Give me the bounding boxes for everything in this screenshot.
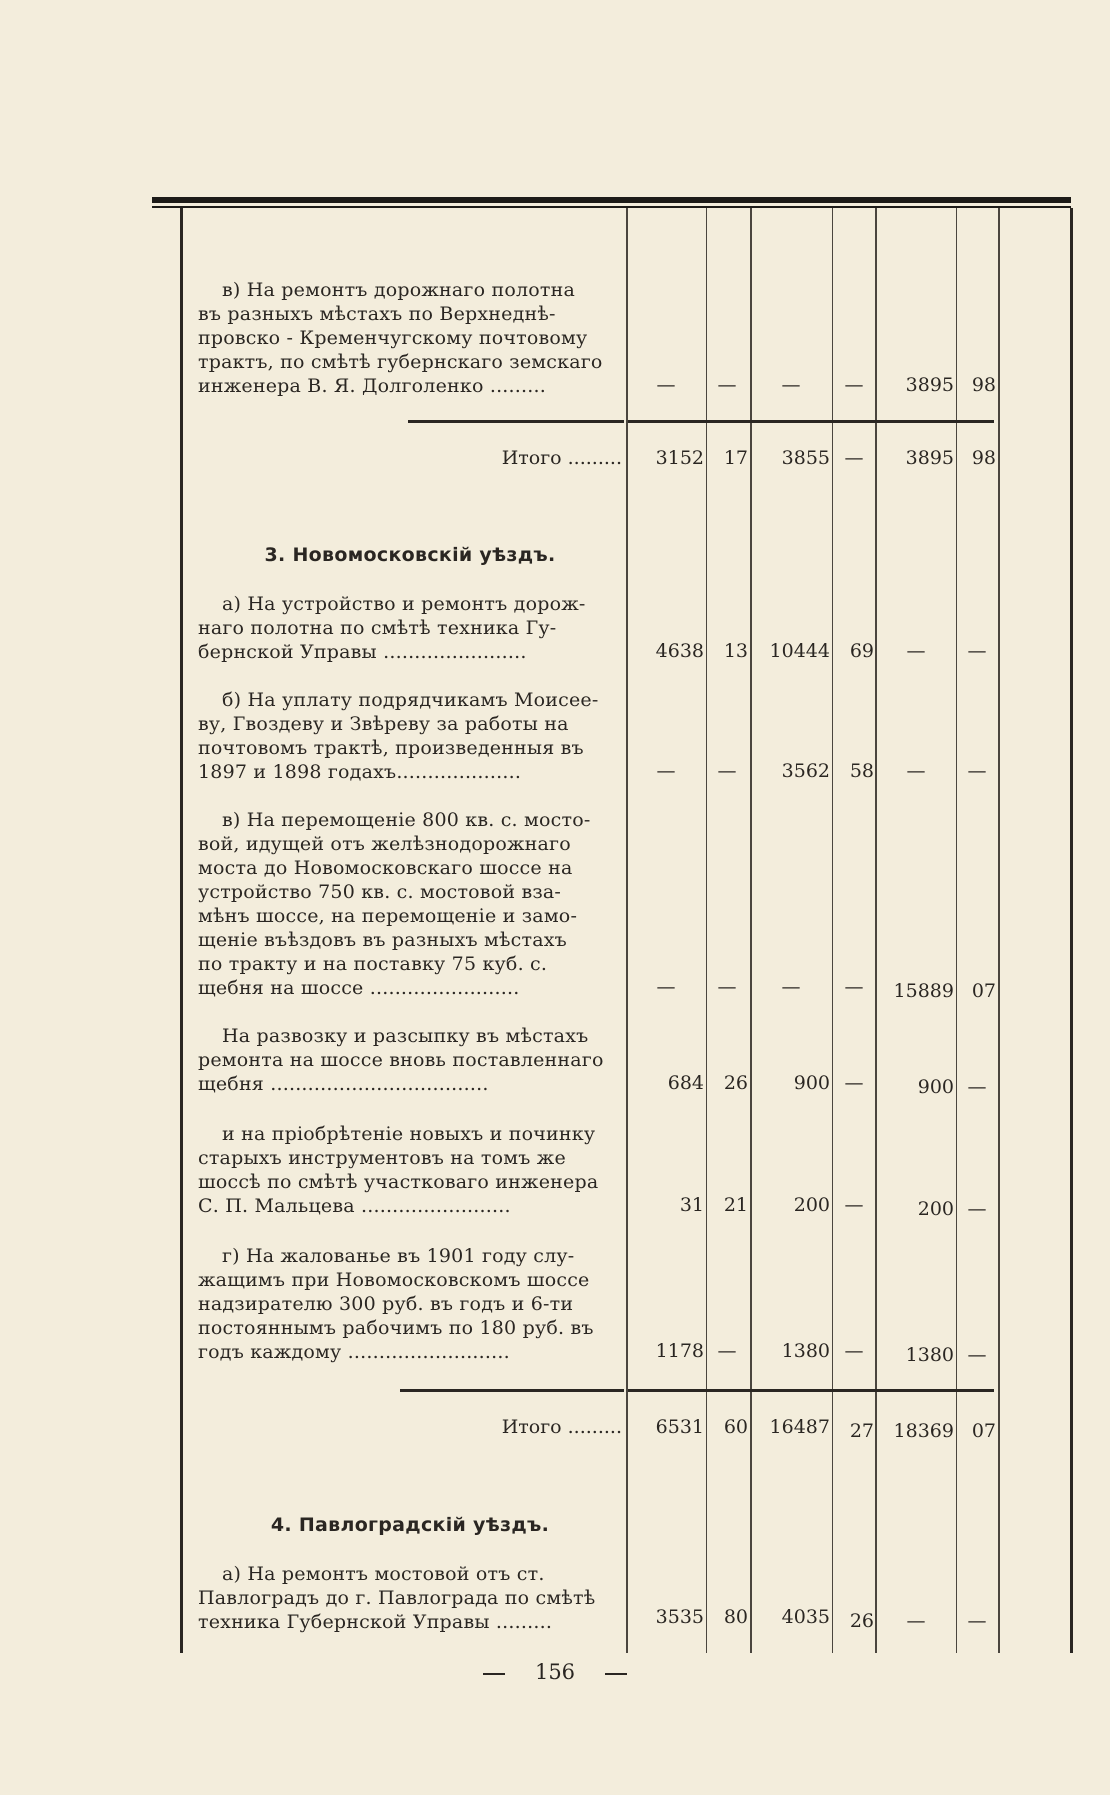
value-cell: 69	[849, 640, 874, 662]
value-cell: 3562	[781, 760, 830, 782]
top-rule-thin	[152, 206, 1071, 208]
entry-line: ремонта на шоссе вновь поставленнаго	[198, 1049, 604, 1071]
value-cell: 31	[679, 1194, 704, 1216]
entry-line: въ разныхъ мѣстахъ по Верхнеднѣ-	[198, 303, 556, 325]
value-cell: —	[967, 1076, 987, 1098]
value-cell: —	[717, 1340, 737, 1362]
total-value: 16487	[769, 1416, 830, 1438]
entry-a-pavlograd-paving	[198, 1562, 622, 1634]
entry-line: г) На жалованье въ 1901 году слу-	[222, 1245, 575, 1267]
entry-line: б) На уплату подрядчикамъ Моисее-	[222, 689, 599, 711]
value-cell: —	[844, 374, 864, 396]
value-cell: 200	[793, 1194, 830, 1216]
entry-line: вой, идущей отъ желѣзнодорожнаго	[198, 833, 571, 855]
value-cell: 1380	[905, 1344, 954, 1366]
entry-line: провско - Кременчугскому почтовому	[198, 327, 588, 349]
entry-a-road-construction	[198, 592, 622, 664]
entry-line: На развозку и разсыпку въ мѣстахъ	[222, 1025, 589, 1047]
entry-line: щебня на шоссе ........................	[198, 977, 520, 999]
value-cell: 10444	[769, 640, 830, 662]
value-cell: —	[781, 374, 801, 396]
value-cell: 900	[793, 1072, 830, 1094]
entry-g-salaries	[198, 1244, 622, 1364]
entry-line: шоссѣ по смѣтѣ участковаго инженера	[198, 1171, 599, 1193]
total-value: 17	[723, 447, 748, 469]
entry-line: 1897 и 1898 годахъ....................	[198, 761, 522, 783]
page-footer	[0, 1660, 1110, 1684]
column-line-left	[180, 208, 183, 1653]
column-line-4	[832, 208, 833, 1653]
subtotal-rule	[400, 1389, 624, 1392]
subtotal-rule-values	[628, 1389, 994, 1392]
value-cell: 26	[849, 1610, 874, 1632]
entry-line: моста до Новомосковскаго шоссе на	[198, 857, 573, 879]
total-value: 18369	[893, 1420, 954, 1442]
value-cell: —	[906, 1610, 926, 1632]
value-cell: —	[967, 1344, 987, 1366]
footer-dash-right	[605, 1673, 627, 1675]
entry-line: С. П. Мальцева ........................	[198, 1195, 511, 1217]
entry-b-contractors	[198, 688, 622, 784]
total-value: 3895	[905, 447, 954, 469]
entry-line: старыхъ инструментовъ на томъ же	[198, 1147, 566, 1169]
entry-line: устройство 750 кв. с. мостовой вза-	[198, 881, 562, 903]
value-cell: —	[906, 760, 926, 782]
total-value: 6531	[655, 1416, 704, 1438]
entry-line: жащимъ при Новомосковскомъ шоссе	[198, 1269, 590, 1291]
entry-line: в) На ремонтъ дорожнаго полотна	[222, 279, 575, 301]
footer-dash-left	[483, 1673, 505, 1675]
value-cell: 07	[971, 980, 996, 1002]
value-cell: 98	[971, 374, 996, 396]
value-cell: 1380	[781, 1340, 830, 1362]
entry-line: трактъ, по смѣтѣ губернскаго земскаго	[198, 351, 603, 373]
entry-v-repaving	[198, 808, 622, 1000]
value-cell: 58	[849, 760, 874, 782]
value-cell: 1178	[655, 1340, 704, 1362]
entry-line: и на пріобрѣтеніе новыхъ и починку	[222, 1123, 596, 1145]
value-cell: —	[781, 976, 801, 998]
entry-line: а) На устройство и ремонтъ дорож-	[222, 593, 586, 615]
entry-line: мѣнъ шоссе, на перемощеніе и замо-	[198, 905, 578, 927]
value-cell: —	[906, 640, 926, 662]
entry-line: щеніе въѣздовъ въ разныхъ мѣстахъ	[198, 929, 567, 951]
subtotal-rule-values	[628, 420, 994, 423]
entry-line: бернской Управы .......................	[198, 641, 527, 663]
page-number: 156	[534, 1660, 576, 1684]
total-value: 3152	[655, 447, 704, 469]
entry-line: в) На перемощеніе 800 кв. с. мосто-	[222, 809, 591, 831]
value-cell: —	[656, 374, 676, 396]
entry-line: щебня ...................................	[198, 1073, 489, 1095]
total-value: 27	[849, 1420, 874, 1442]
section-heading: 3. Новомосковскій уѣздъ.	[264, 544, 556, 566]
total-label: Итого .........	[501, 447, 622, 469]
entry-line: по тракту и на поставку 75 куб. с.	[198, 953, 548, 975]
column-line-5	[875, 208, 877, 1653]
value-cell: 200	[917, 1198, 954, 1220]
value-cell: —	[717, 374, 737, 396]
subtotal-rule	[408, 420, 624, 423]
entry-gravel-delivery	[198, 1024, 622, 1096]
value-cell: 900	[917, 1076, 954, 1098]
value-cell: —	[967, 760, 987, 782]
column-line-right	[1070, 208, 1073, 1653]
total-value: 60	[723, 1416, 748, 1438]
value-cell: —	[844, 1340, 864, 1362]
entry-line: ву, Гвоздеву и Звѣреву за работы на	[198, 713, 569, 735]
value-cell: —	[967, 640, 987, 662]
section-heading: 4. Павлоградскій уѣздъ.	[270, 1514, 550, 1536]
entry-line: инженера В. Я. Долголенко .........	[198, 375, 546, 397]
value-cell: —	[656, 760, 676, 782]
entry-v-repair-road	[198, 278, 622, 398]
column-line-7	[998, 208, 1000, 1653]
total-value: 3855	[781, 447, 830, 469]
value-cell: —	[656, 976, 676, 998]
entry-line: постояннымъ рабочимъ по 180 руб. въ	[198, 1317, 594, 1339]
value-cell: —	[844, 976, 864, 998]
value-cell: —	[717, 976, 737, 998]
value-cell: —	[967, 1198, 987, 1220]
value-cell: 3895	[905, 374, 954, 396]
value-cell: 4035	[781, 1606, 830, 1628]
entry-tools	[198, 1122, 622, 1218]
value-cell: 3535	[655, 1606, 704, 1628]
value-cell: 4638	[655, 640, 704, 662]
value-cell: —	[844, 1072, 864, 1094]
entry-line: а) На ремонтъ мостовой отъ ст.	[222, 1563, 545, 1585]
total-value: 07	[971, 1420, 996, 1442]
entry-line: почтовомъ трактѣ, произведенныя въ	[198, 737, 584, 759]
value-cell: 26	[723, 1072, 748, 1094]
value-cell: —	[717, 760, 737, 782]
top-rule-thick	[152, 197, 1071, 203]
value-cell: 684	[667, 1072, 704, 1094]
value-cell: 15889	[893, 980, 954, 1002]
entry-line: техника Губернской Управы .........	[198, 1611, 553, 1633]
total-value: 98	[971, 447, 996, 469]
value-cell: —	[967, 1610, 987, 1632]
entry-line: Павлоградъ до г. Павлограда по смѣтѣ	[198, 1587, 596, 1609]
value-cell: 13	[723, 640, 748, 662]
value-cell: —	[844, 1194, 864, 1216]
column-line-6	[956, 208, 957, 1653]
entry-line: годъ каждому ..........................	[198, 1341, 510, 1363]
entry-line: надзирателю 300 руб. въ годъ и 6-ти	[198, 1293, 574, 1315]
entry-line: наго полотна по смѣтѣ техника Гу-	[198, 617, 557, 639]
total-label: Итого .........	[501, 1416, 622, 1438]
total-value: —	[844, 447, 864, 469]
value-cell: 21	[723, 1194, 748, 1216]
value-cell: 80	[723, 1606, 748, 1628]
